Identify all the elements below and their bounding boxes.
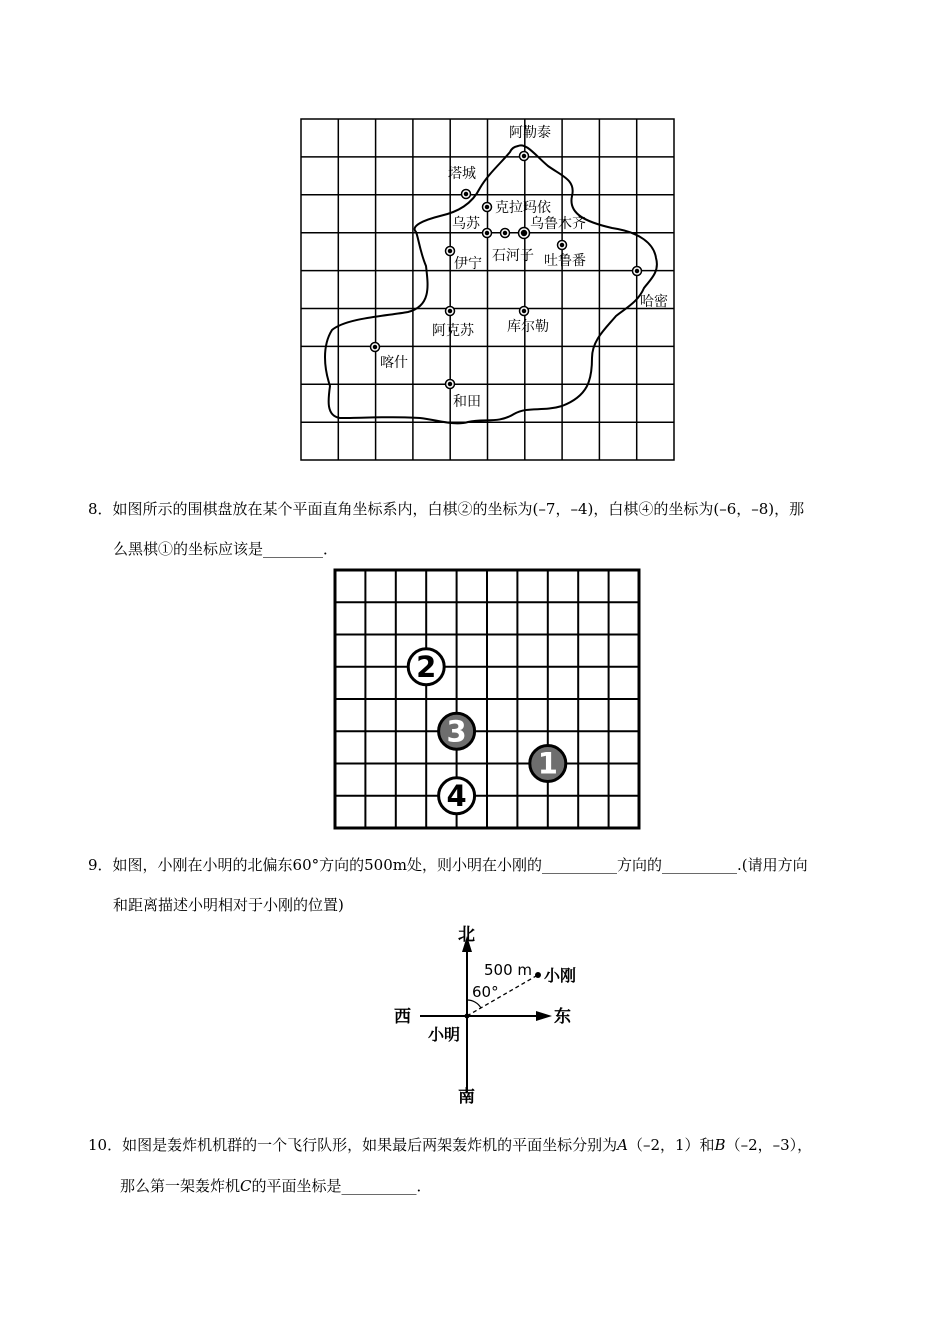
white-stone-4 (439, 778, 475, 814)
q10-text-line1 (88, 1135, 812, 1155)
white-stone-2 (408, 649, 444, 685)
q10-coord-b: （–2，–3）， (725, 1136, 813, 1154)
east-label: 东 (554, 1007, 571, 1027)
north-label: 北 (458, 925, 475, 945)
q10-text-line2 (120, 1176, 432, 1196)
q8-text-line1: 8．如图所示的围棋盘放在某个平面直角坐标系内，白棋②的坐标为(–7，–4)，白棋④的坐标为(–6，–8)，那 (88, 500, 805, 518)
white-stone-2-label: 2 (416, 650, 437, 684)
distance-label: 500 m (484, 961, 533, 979)
city-label-kashgar: 喀什 (380, 355, 408, 371)
city-label-karamay: 克拉玛依 (495, 200, 551, 216)
south-label: 南 (458, 1087, 475, 1104)
city-label-aksu: 阿克苏 (432, 323, 474, 339)
q8-text-line2: 么黑棋①的坐标应该是________． (113, 540, 339, 558)
city-label-hami: 哈密 (640, 294, 668, 310)
xiaoming-point (465, 1014, 470, 1019)
west-label: 西 (394, 1007, 411, 1027)
xiaoming-label: 小明 (428, 1025, 461, 1044)
map-grid (301, 119, 674, 460)
q10-line1-prefix: 10．如图是轰炸机机群的一个飞行队形，如果最后两架轰炸机的平面坐标分别为 (88, 1136, 618, 1154)
city-label-korla: 库尔勒 (507, 319, 549, 335)
xinjiang-map-figure (300, 118, 676, 462)
city-label-yining: 伊宁 (454, 256, 482, 272)
q10-point-b: B (714, 1136, 726, 1154)
white-stone-4-label: 4 (446, 779, 467, 813)
q10-point-c: C (240, 1177, 252, 1195)
city-label-altay: 阿勒泰 (509, 125, 551, 141)
city-label-shihezi: 石河子 (492, 248, 534, 264)
city-label-wusu: 乌苏 (452, 216, 480, 232)
angle-label: 60° (472, 983, 499, 1001)
city-label-hotan: 和田 (453, 394, 481, 410)
compass-figure (390, 918, 590, 1104)
q9-text-line2: 和距离描述小明相对于小刚的位置) (113, 896, 344, 914)
city-label-tacheng: 塔城 (448, 166, 476, 182)
city-label-urumqi: 乌鲁木齐 (530, 216, 586, 232)
east-arrowhead (536, 1011, 552, 1021)
black-stone-3 (439, 713, 475, 749)
q10-line2-suffix: 的平面坐标是__________． (251, 1177, 432, 1195)
city-label-turpan: 吐鲁番 (544, 253, 586, 269)
black-stone-3-label: 3 (446, 714, 467, 749)
black-stone-1 (530, 746, 566, 782)
q10-coord-a: （–2，1）和 (627, 1136, 715, 1154)
q10-point-a: A (617, 1136, 628, 1154)
q10-line2-prefix: 那么第一架轰炸机 (120, 1177, 241, 1195)
black-stone-1-label: 1 (537, 746, 558, 781)
go-board-grid (335, 570, 639, 828)
xiaogang-label: 小刚 (544, 966, 577, 985)
angle-arc (467, 1000, 481, 1008)
go-board-figure (333, 568, 641, 830)
xiaogang-point (535, 972, 541, 978)
q9-text-line1: 9．如图，小刚在小明的北偏东60°方向的500m处，则小明在小刚的__________方向的__________.(请用方向 (88, 856, 808, 874)
